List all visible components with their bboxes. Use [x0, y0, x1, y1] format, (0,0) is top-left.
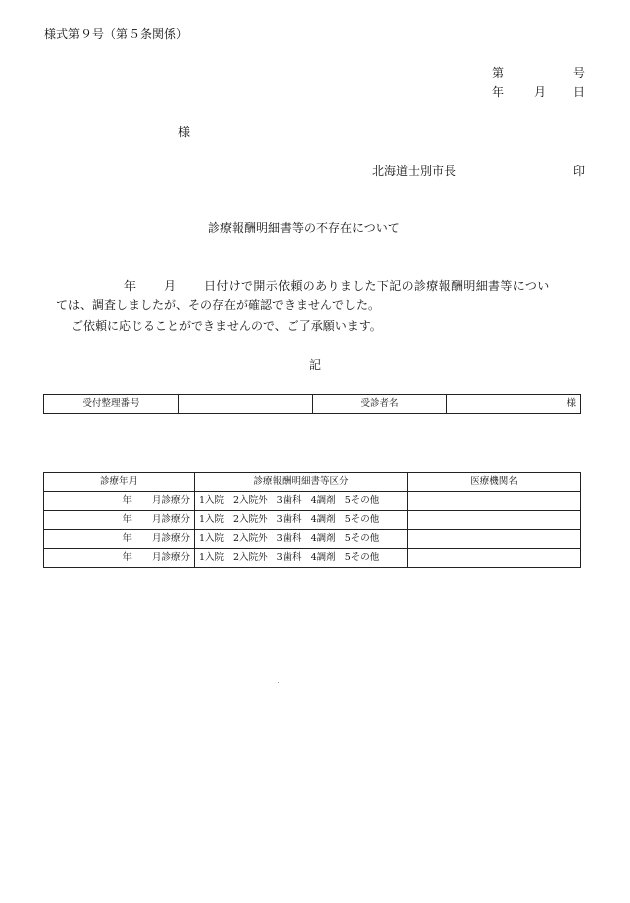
- category-cell[interactable]: 1入院 2入院外 3歯科 4調剤 5その他: [195, 530, 408, 549]
- body-year: 年: [124, 279, 137, 293]
- body-line2: ては、調査しましたが、その存在が確認できませんでした。: [56, 298, 381, 312]
- institution-cell[interactable]: [408, 511, 581, 530]
- institution-cell[interactable]: [408, 549, 581, 568]
- header-institution: 医療機関名: [408, 473, 581, 492]
- stray-dot: [278, 682, 279, 683]
- reception-table: [43, 394, 581, 414]
- document-title: 診療報酬明細書等の不存在について: [208, 221, 400, 235]
- ref-dai: 第: [492, 66, 505, 80]
- issuer-name: 北海道士別市長: [372, 164, 457, 178]
- date-day: 日: [573, 85, 586, 99]
- patient-name-label: 受診者名: [313, 395, 447, 414]
- treatment-month-cell[interactable]: 年 月診療分: [44, 530, 195, 549]
- table-header-row: [44, 473, 581, 492]
- table-row: [44, 395, 581, 414]
- institution-cell[interactable]: [408, 492, 581, 511]
- institution-cell[interactable]: [408, 530, 581, 549]
- category-cell[interactable]: 1入院 2入院外 3歯科 4調剤 5その他: [195, 511, 408, 530]
- header-treatment-month: 診療年月: [44, 473, 195, 492]
- header-statement-category: 診療報酬明細書等区分: [195, 473, 408, 492]
- patient-name-suffix: 様: [566, 398, 576, 409]
- body-line1: 日付けで開示依頼のありました下記の診療報酬明細書等につい: [204, 279, 550, 293]
- issuer-seal: 印: [573, 164, 586, 178]
- reception-number-label: 受付整理番号: [44, 395, 179, 414]
- table-row: [44, 492, 581, 511]
- treatment-table: [43, 472, 581, 568]
- treatment-month-cell[interactable]: 年 月診療分: [44, 492, 195, 511]
- date-year: 年: [492, 85, 505, 99]
- reception-number-field[interactable]: [179, 395, 313, 414]
- treatment-month-cell[interactable]: 年 月診療分: [44, 549, 195, 568]
- body-line3: ご依頼に応じることができませんので、ご了承願います。: [71, 319, 382, 333]
- table-row: [44, 511, 581, 530]
- table-row: [44, 549, 581, 568]
- category-cell[interactable]: 1入院 2入院外 3歯科 4調剤 5その他: [195, 549, 408, 568]
- addressee-suffix: 様: [178, 125, 191, 139]
- category-cell[interactable]: 1入院 2入院外 3歯科 4調剤 5その他: [195, 492, 408, 511]
- table-row: [44, 530, 581, 549]
- body-month: 月: [164, 279, 177, 293]
- form-label: 様式第９号（第５条関係）: [44, 27, 189, 41]
- treatment-month-cell[interactable]: 年 月診療分: [44, 511, 195, 530]
- ref-go: 号: [573, 66, 586, 80]
- date-month: 月: [534, 85, 547, 99]
- patient-name-field[interactable]: [447, 395, 581, 414]
- ki-label: 記: [309, 358, 322, 372]
